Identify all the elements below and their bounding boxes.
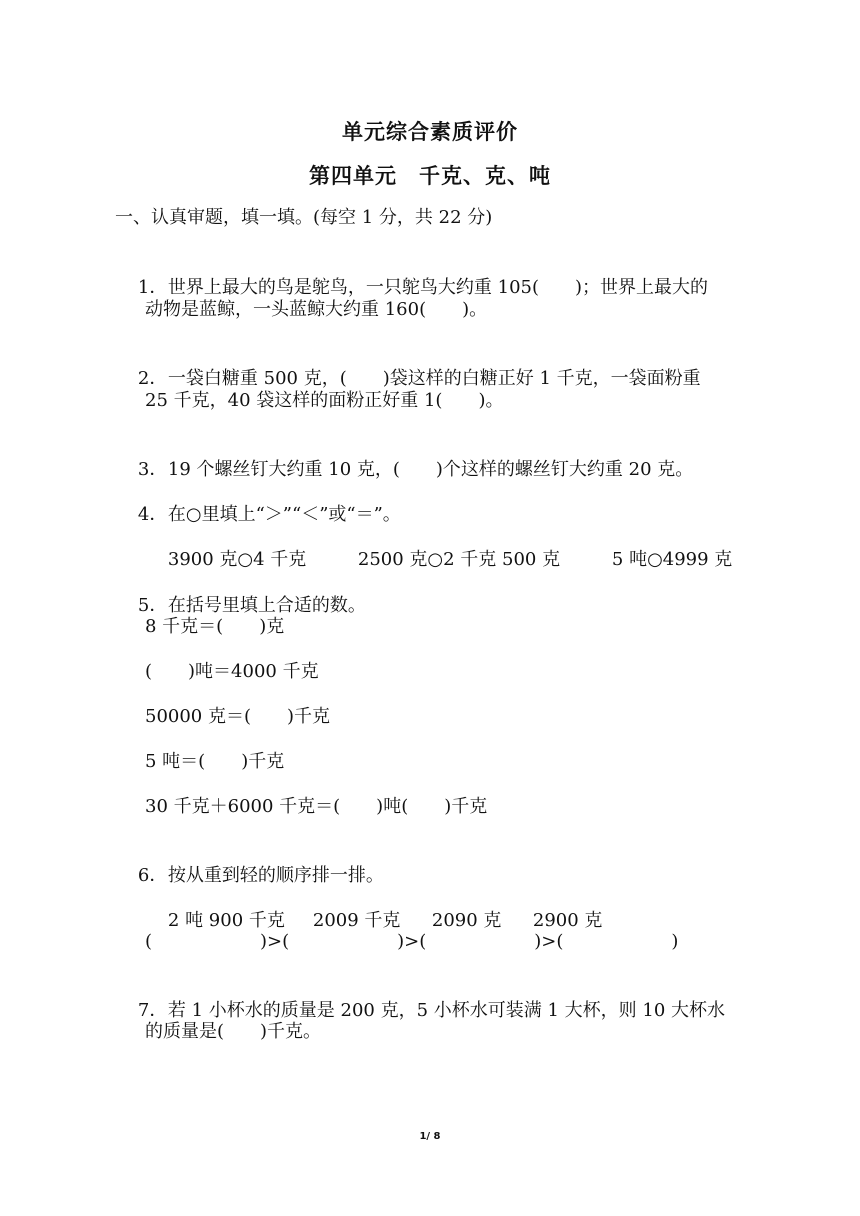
question-number: 6． — [137, 865, 168, 886]
page-title: 单元综合素质评价 — [342, 120, 518, 144]
question-number: 1． — [137, 277, 168, 298]
conversion-item: 5 吨＝( )千克 — [145, 751, 285, 772]
question-number: 4． — [137, 504, 168, 525]
compare-item: 5 吨○4999 克 — [611, 549, 733, 570]
weight-item: 2090 克 — [431, 910, 502, 931]
question-text: 在○里填上“＞”“＜”或“＝”。 — [167, 504, 401, 525]
question-text: 世界上最大的鸟是鸵鸟，一只鸵鸟大约重 105( )；世界上最大的 — [167, 277, 709, 298]
page-number: 1/ 8 — [419, 1131, 441, 1142]
compare-item: 2500 克○2 千克 500 克 — [357, 549, 561, 570]
order-answer-line: ( )>( )>( )>( ) — [145, 931, 679, 952]
unit-subtitle: 第四单元 千克、克、吨 — [309, 164, 551, 188]
conversion-item: ( )吨＝4000 千克 — [145, 661, 319, 682]
question-text: 一袋白糖重 500 克，( )袋这样的白糖正好 1 千克，一袋面粉重 — [167, 368, 701, 389]
question-2-line-2: 25 千克，40 袋这样的面粉正好重 1( )。 — [145, 390, 504, 411]
question-text: 19 个螺丝钉大约重 10 克，( )个这样的螺丝钉大约重 20 克。 — [167, 459, 694, 480]
section-heading: 一、认真审题，填一填。(每空 1 分，共 22 分) — [115, 207, 493, 228]
question-text: 若 1 小杯水的质量是 200 克，5 小杯水可装满 1 大杯，则 10 大杯水 — [167, 1000, 726, 1021]
question-number: 7． — [137, 1000, 168, 1021]
question-text: 在括号里填上合适的数。 — [167, 595, 366, 616]
question-number: 5． — [137, 595, 168, 616]
question-1-line-2: 动物是蓝鲸，一头蓝鲸大约重 160( )。 — [145, 299, 488, 320]
question-number: 3． — [137, 459, 168, 480]
question-7-line-2: 的质量是( )千克。 — [145, 1021, 322, 1042]
weight-item: 2009 千克 — [312, 910, 401, 931]
question-text: 按从重到轻的顺序排一排。 — [167, 865, 384, 886]
conversion-item: 50000 克＝( )千克 — [145, 706, 331, 727]
weight-item: 2 吨 900 千克 — [167, 910, 285, 931]
weight-item: 2900 克 — [532, 910, 603, 931]
compare-item: 3900 克○4 千克 — [167, 549, 307, 570]
question-number: 2． — [137, 368, 168, 389]
conversion-item: 30 千克＋6000 千克＝( )吨( )千克 — [145, 796, 488, 817]
conversion-item: 8 千克＝( )克 — [145, 616, 285, 637]
